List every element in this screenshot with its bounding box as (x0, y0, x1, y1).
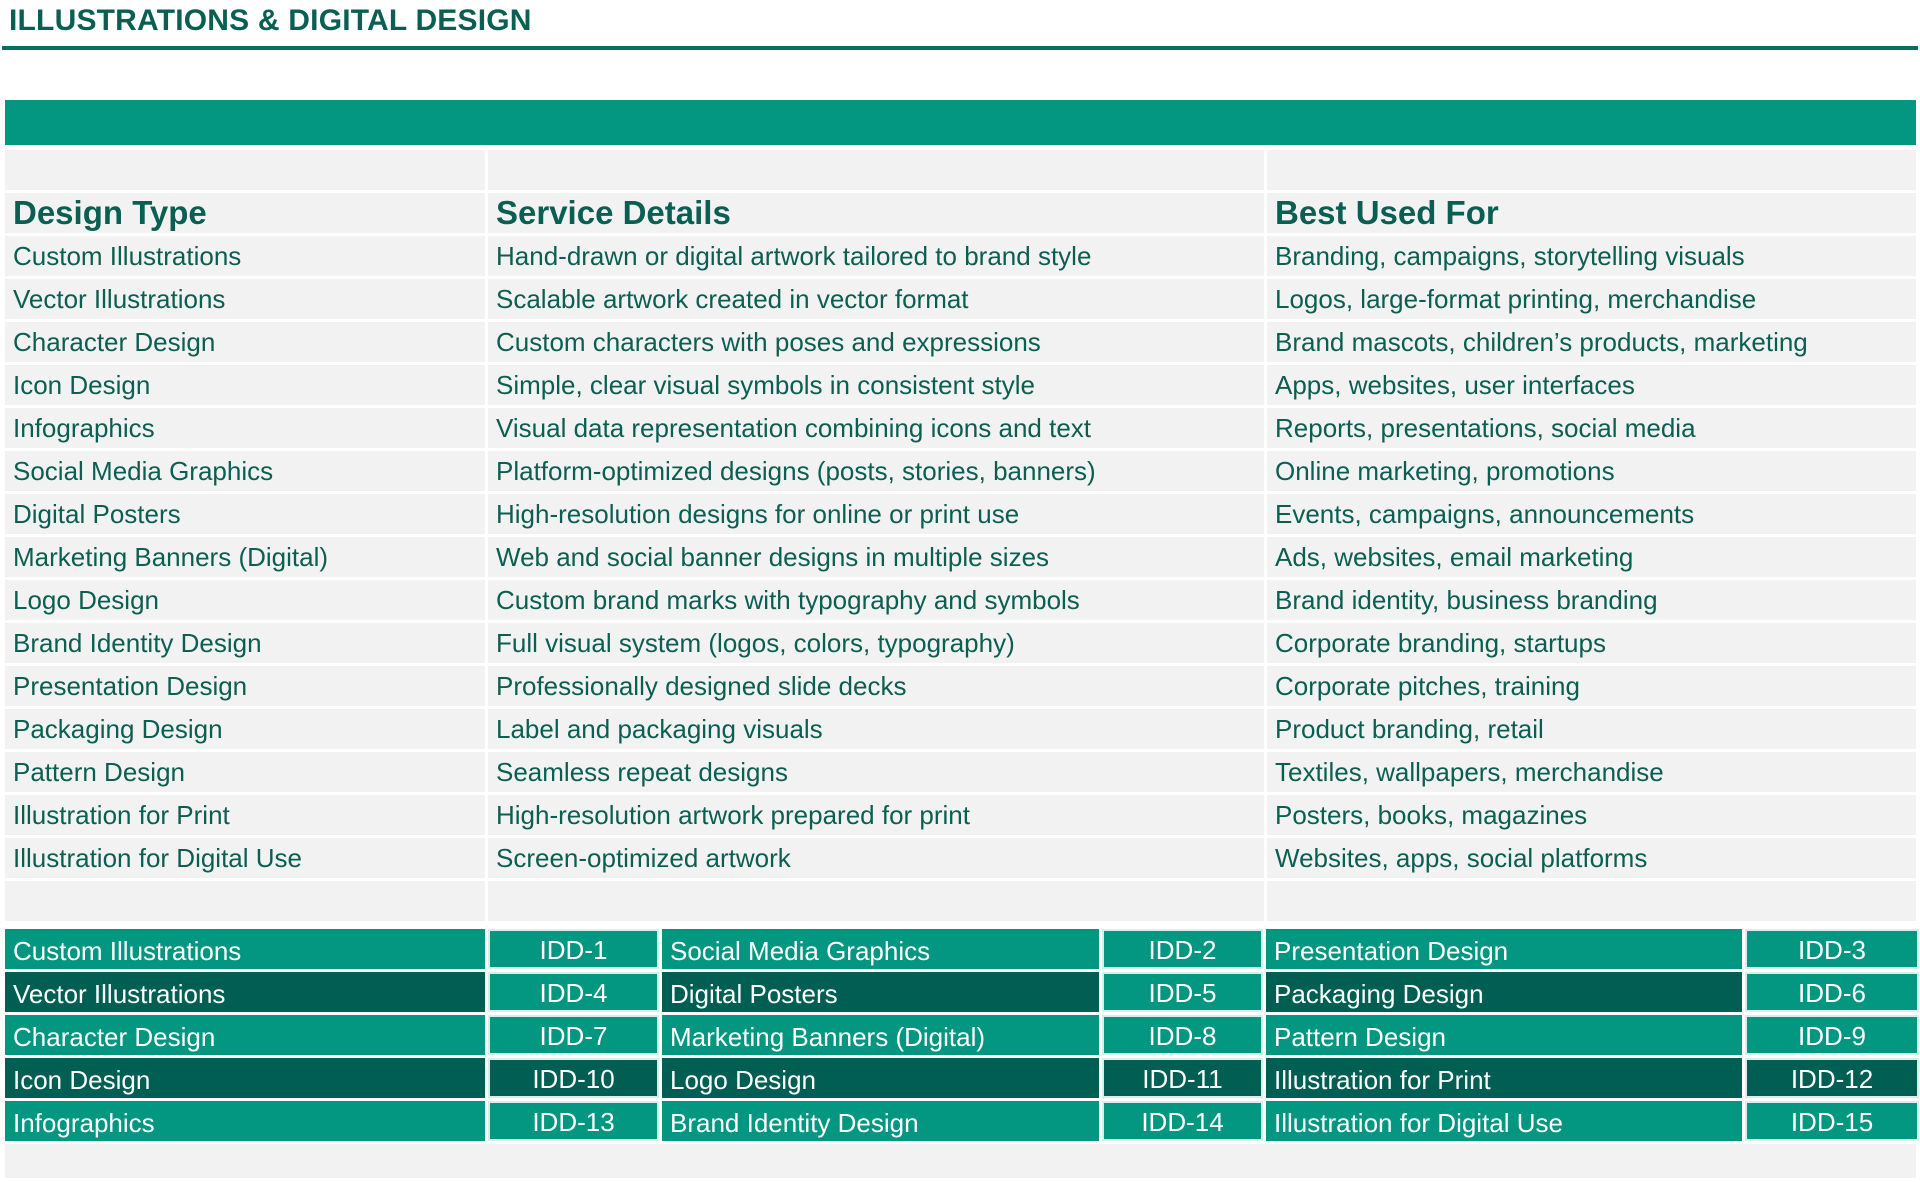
index-item-name: Digital Posters (662, 972, 1099, 1012)
table-cell-best-used-for: Brand mascots, children’s products, marketing (1267, 322, 1916, 362)
table-cell-best-used-for: Corporate branding, startups (1267, 623, 1916, 663)
table-cell-design-type: Infographics (5, 408, 485, 448)
index-item-code: IDD-5 (1102, 972, 1263, 1012)
index-item-code: IDD-7 (488, 1015, 659, 1055)
table-cell-service-details: Professionally designed slide decks (488, 666, 1264, 706)
table-cell-service-details: Seamless repeat designs (488, 752, 1264, 792)
table-cell-service-details: Visual data representation combining icons and text (488, 408, 1264, 448)
table-cell-best-used-for: Online marketing, promotions (1267, 451, 1916, 491)
table-cell-design-type: Packaging Design (5, 709, 485, 749)
column-header-service-details: Service Details (488, 193, 1264, 233)
table-cell-design-type: Custom Illustrations (5, 236, 485, 276)
index-item-name: Pattern Design (1266, 1015, 1742, 1055)
table-cell-design-type: Digital Posters (5, 494, 485, 534)
table-cell-design-type: Illustration for Digital Use (5, 838, 485, 878)
index-item-name: Social Media Graphics (662, 929, 1099, 969)
table-cell-service-details: Screen-optimized artwork (488, 838, 1264, 878)
index-item-name: Custom Illustrations (5, 929, 485, 969)
table-spacer-cell (5, 150, 485, 190)
design-code-index (5, 929, 1916, 1141)
table-cell-design-type: Logo Design (5, 580, 485, 620)
table-cell-design-type: Brand Identity Design (5, 623, 485, 663)
column-header-best-used-for: Best Used For (1267, 193, 1916, 233)
table-spacer-cell (1267, 150, 1916, 190)
table-spacer-cell (5, 881, 485, 921)
table-cell-best-used-for: Logos, large-format printing, merchandise (1267, 279, 1916, 319)
index-item-code: IDD-2 (1102, 929, 1263, 969)
table-cell-best-used-for: Ads, websites, email marketing (1267, 537, 1916, 577)
title-divider (2, 46, 1918, 50)
table-cell-service-details: High-resolution artwork prepared for print (488, 795, 1264, 835)
table-spacer-cell (488, 150, 1264, 190)
table-cell-service-details: Platform-optimized designs (posts, stories, banners) (488, 451, 1264, 491)
table-cell-design-type: Character Design (5, 322, 485, 362)
header-banner (5, 100, 1916, 145)
table-cell-best-used-for: Posters, books, magazines (1267, 795, 1916, 835)
table-cell-best-used-for: Reports, presentations, social media (1267, 408, 1916, 448)
index-item-code: IDD-15 (1745, 1101, 1919, 1141)
table-cell-best-used-for: Brand identity, business branding (1267, 580, 1916, 620)
table-cell-service-details: Hand-drawn or digital artwork tailored to brand style (488, 236, 1264, 276)
table-cell-design-type: Presentation Design (5, 666, 485, 706)
table-cell-service-details: Simple, clear visual symbols in consistent style (488, 365, 1264, 405)
index-item-name: Infographics (5, 1101, 485, 1141)
table-cell-service-details: Web and social banner designs in multiple sizes (488, 537, 1264, 577)
index-item-name: Logo Design (662, 1058, 1099, 1098)
index-item-code: IDD-3 (1745, 929, 1919, 969)
table-cell-best-used-for: Websites, apps, social platforms (1267, 838, 1916, 878)
index-item-name: Marketing Banners (Digital) (662, 1015, 1099, 1055)
table-cell-service-details: Scalable artwork created in vector format (488, 279, 1264, 319)
service-table (5, 150, 1916, 921)
table-cell-service-details: Custom brand marks with typography and symbols (488, 580, 1264, 620)
index-item-code: IDD-6 (1745, 972, 1919, 1012)
index-item-name: Presentation Design (1266, 929, 1742, 969)
column-header-design-type: Design Type (5, 193, 485, 233)
table-spacer-cell (1267, 881, 1916, 921)
table-cell-best-used-for: Apps, websites, user interfaces (1267, 365, 1916, 405)
index-item-name: Illustration for Digital Use (1266, 1101, 1742, 1141)
page-title: ILLUSTRATIONS & DIGITAL DESIGN (9, 4, 532, 37)
index-item-name: Icon Design (5, 1058, 485, 1098)
index-item-code: IDD-4 (488, 972, 659, 1012)
index-item-code: IDD-9 (1745, 1015, 1919, 1055)
table-cell-best-used-for: Corporate pitches, training (1267, 666, 1916, 706)
index-item-name: Packaging Design (1266, 972, 1742, 1012)
table-cell-best-used-for: Branding, campaigns, storytelling visuals (1267, 236, 1916, 276)
table-cell-design-type: Pattern Design (5, 752, 485, 792)
table-cell-design-type: Illustration for Print (5, 795, 485, 835)
table-cell-service-details: Custom characters with poses and expressions (488, 322, 1264, 362)
table-cell-design-type: Vector Illustrations (5, 279, 485, 319)
table-cell-service-details: High-resolution designs for online or print use (488, 494, 1264, 534)
index-item-code: IDD-14 (1102, 1101, 1263, 1141)
index-item-name: Character Design (5, 1015, 485, 1055)
index-item-name: Vector Illustrations (5, 972, 485, 1012)
index-item-name: Brand Identity Design (662, 1101, 1099, 1141)
table-cell-service-details: Label and packaging visuals (488, 709, 1264, 749)
footer-strip (5, 1144, 1916, 1178)
table-cell-design-type: Marketing Banners (Digital) (5, 537, 485, 577)
index-item-code: IDD-11 (1102, 1058, 1263, 1098)
index-item-code: IDD-8 (1102, 1015, 1263, 1055)
index-item-name: Illustration for Print (1266, 1058, 1742, 1098)
table-cell-design-type: Social Media Graphics (5, 451, 485, 491)
table-spacer-cell (488, 881, 1264, 921)
table-cell-best-used-for: Textiles, wallpapers, merchandise (1267, 752, 1916, 792)
index-item-code: IDD-13 (488, 1101, 659, 1141)
index-item-code: IDD-1 (488, 929, 659, 969)
table-cell-service-details: Full visual system (logos, colors, typography) (488, 623, 1264, 663)
table-cell-best-used-for: Product branding, retail (1267, 709, 1916, 749)
index-item-code: IDD-10 (488, 1058, 659, 1098)
table-cell-best-used-for: Events, campaigns, announcements (1267, 494, 1916, 534)
index-item-code: IDD-12 (1745, 1058, 1919, 1098)
table-cell-design-type: Icon Design (5, 365, 485, 405)
